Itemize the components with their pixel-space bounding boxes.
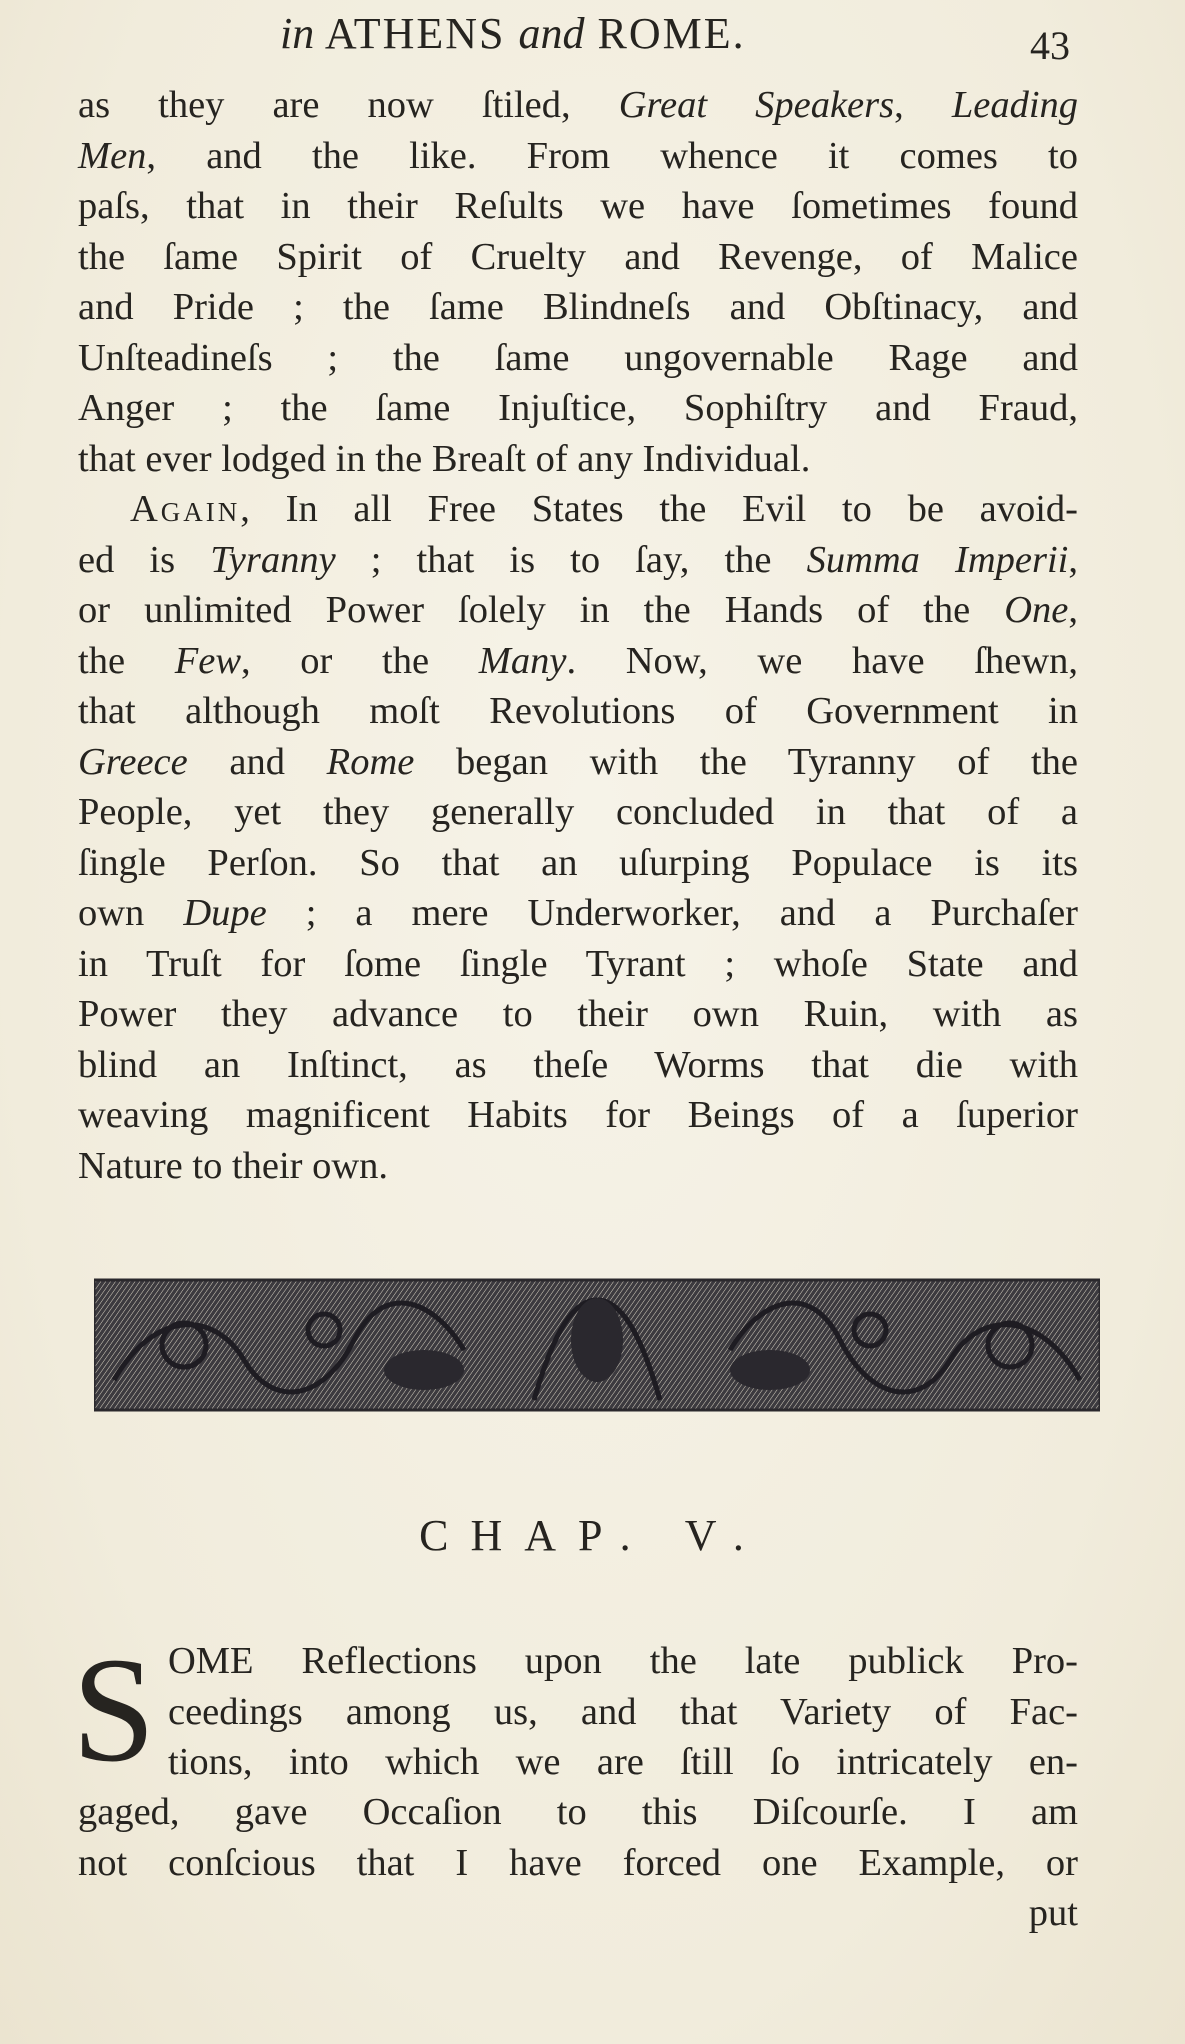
text-line: that although moſt Revolutions of Government in <box>78 690 1078 732</box>
text-line: and Pride ; the ſame Blindneſs and Obſtinacy, and <box>78 286 1078 328</box>
running-head-title-b: ROME. <box>597 9 746 58</box>
text-line: People, yet they generally concluded in that of a <box>78 791 1078 833</box>
running-head <box>280 8 920 59</box>
page-number: 43 <box>1030 23 1070 68</box>
catchword: put <box>1028 1892 1078 1934</box>
text-line: Anger ; the ſame Injuſtice, Sophiſtry and Fraud, <box>78 387 1078 429</box>
running-head-and: and <box>518 9 585 58</box>
text-line: Men, and the like. From whence it comes to <box>78 134 1078 177</box>
chapter-continuation-lines <box>78 1787 1078 1888</box>
text-line: Greece and Rome began with the Tyranny of the <box>78 740 1078 783</box>
text-line: paſs, that in their Reſults we have ſometimes found <box>78 185 1078 227</box>
paragraph-1 <box>78 80 1078 484</box>
headpiece-ornament <box>94 1270 1100 1420</box>
paragraph-2 <box>78 484 1078 1191</box>
text-line: the Few, or the Many. Now, we have ſhewn, <box>78 639 1079 682</box>
text-line: not conſcious that I have forced one Example, or <box>78 1841 1078 1884</box>
drop-cap: S <box>72 1627 156 1793</box>
running-head-prefix: in <box>280 9 315 58</box>
text-line: Power they advance to their own Ruin, with as <box>78 993 1078 1035</box>
text-line: tions, into which we are ſtill ſo intricately en- <box>168 1741 1078 1783</box>
running-head-title-a: ATHENS <box>324 9 506 58</box>
text-line: Nature to their own. <box>78 1144 389 1187</box>
chapter-opening-lines <box>168 1636 1078 1788</box>
text-line: gaged, gave Occaſion to this Diſcourſe. I am <box>78 1791 1078 1833</box>
text-line: own Dupe ; a mere Underworker, and a Purchaſer <box>78 892 1078 934</box>
catchword-line <box>78 1888 1078 1939</box>
text-line: as they are now ſtiled, Great Speakers, Leading <box>78 84 1079 126</box>
text-line: Unſteadineſs ; the ſame ungovernable Rage and <box>78 336 1078 379</box>
chapter-heading: CHAP. V. <box>419 1511 766 1560</box>
text-line: Again, In all Free States the Evil to be avoid- <box>130 488 1078 530</box>
text-line: that ever lodged in the Breaſt of any Individual. <box>78 437 811 480</box>
text-line: weaving magnificent Habits for Beings of a ſuperior <box>78 1094 1078 1136</box>
text-line: ceedings among us, and that Variety of Fac- <box>168 1690 1078 1733</box>
text-line: the ſame Spirit of Cruelty and Revenge, of Malice <box>78 235 1078 278</box>
text-line: blind an Inſtinct, as theſe Worms that die with <box>78 1043 1078 1086</box>
text-line: ed is Tyranny ; that is to ſay, the Summa Imperii, <box>78 538 1078 581</box>
text-line: ſingle Perſon. So that an uſurping Populace is its <box>78 841 1078 884</box>
text-line: in Truſt for ſome ſingle Tyrant ; whoſe State and <box>78 942 1078 985</box>
text-line: or unlimited Power ſolely in the Hands of the One, <box>78 589 1078 631</box>
text-line: OME Reflections upon the late publick Pro- <box>168 1640 1078 1682</box>
